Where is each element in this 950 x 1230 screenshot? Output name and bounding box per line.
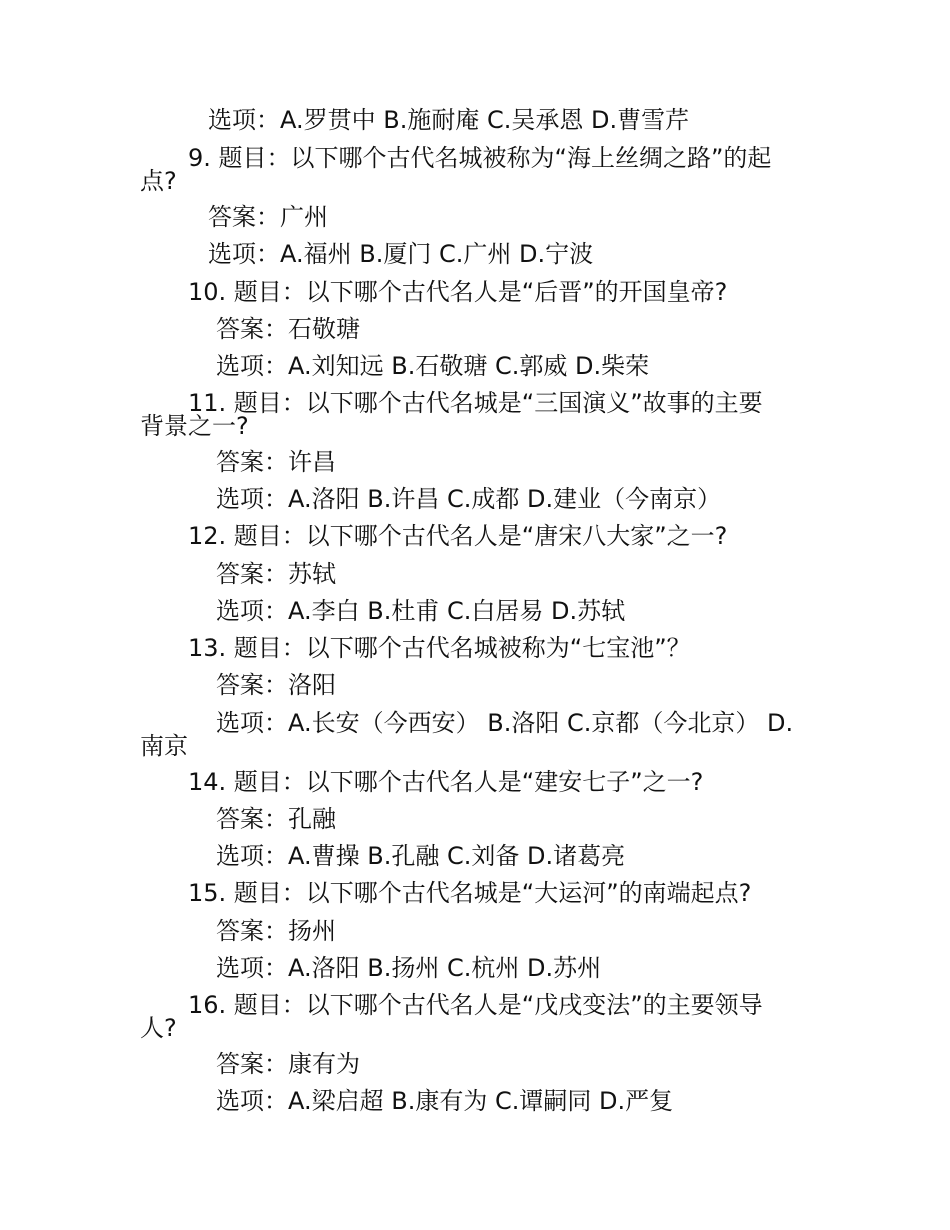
q11-question-wrap: 背景之一? xyxy=(140,412,249,440)
q12-question: 12. 题目：以下哪个古代名人是“唐宋八大家”之一? xyxy=(188,522,728,550)
q15-options: 选项：A.洛阳 B.扬州 C.杭州 D.苏州 xyxy=(216,954,602,982)
q10-answer: 答案：石敬瑭 xyxy=(216,315,360,343)
q9-answer: 答案：广州 xyxy=(208,203,328,231)
q13-options: 选项：A.长安（今西安） B.洛阳 C.京都（今北京） D. xyxy=(216,709,794,737)
q13-answer: 答案：洛阳 xyxy=(216,671,336,699)
q14-question: 14. 题目：以下哪个古代名人是“建安七子”之一? xyxy=(188,768,704,796)
q13-options-wrap: 南京 xyxy=(140,732,188,760)
q8-options: 选项：A.罗贯中 B.施耐庵 C.吴承恩 D.曹雪芹 xyxy=(208,106,690,134)
q12-answer: 答案：苏轼 xyxy=(216,560,336,588)
q9-options: 选项：A.福州 B.厦门 C.广州 D.宁波 xyxy=(208,240,594,268)
q16-question: 16. 题目：以下哪个古代名人是“戊戌变法”的主要领导 xyxy=(188,991,763,1019)
q16-options: 选项：A.梁启超 B.康有为 C.谭嗣同 D.严复 xyxy=(216,1087,674,1115)
q9-question: 9. 题目：以下哪个古代名城被称为“海上丝绸之路”的起 xyxy=(188,144,772,172)
q16-question-wrap: 人? xyxy=(140,1014,177,1042)
q11-question: 11. 题目：以下哪个古代名城是“三国演义”故事的主要 xyxy=(188,389,763,417)
q16-answer: 答案：康有为 xyxy=(216,1050,360,1078)
q14-answer: 答案：孔融 xyxy=(216,805,336,833)
q9-question-wrap: 点? xyxy=(140,167,177,195)
q12-options: 选项：A.李白 B.杜甫 C.白居易 D.苏轼 xyxy=(216,597,626,625)
q14-options: 选项：A.曹操 B.孔融 C.刘备 D.诸葛亮 xyxy=(216,842,626,870)
q11-answer: 答案：许昌 xyxy=(216,448,336,476)
q13-question: 13. 题目：以下哪个古代名城被称为“七宝池”？ xyxy=(188,634,691,662)
q15-question: 15. 题目：以下哪个古代名城是“大运河”的南端起点? xyxy=(188,879,752,907)
q10-question: 10. 题目：以下哪个古代名人是“后晋”的开国皇帝? xyxy=(188,278,728,306)
q15-answer: 答案：扬州 xyxy=(216,917,336,945)
q10-options: 选项：A.刘知远 B.石敬瑭 C.郭威 D.柴荣 xyxy=(216,352,650,380)
q11-options: 选项：A.洛阳 B.许昌 C.成都 D.建业（今南京） xyxy=(216,485,722,513)
